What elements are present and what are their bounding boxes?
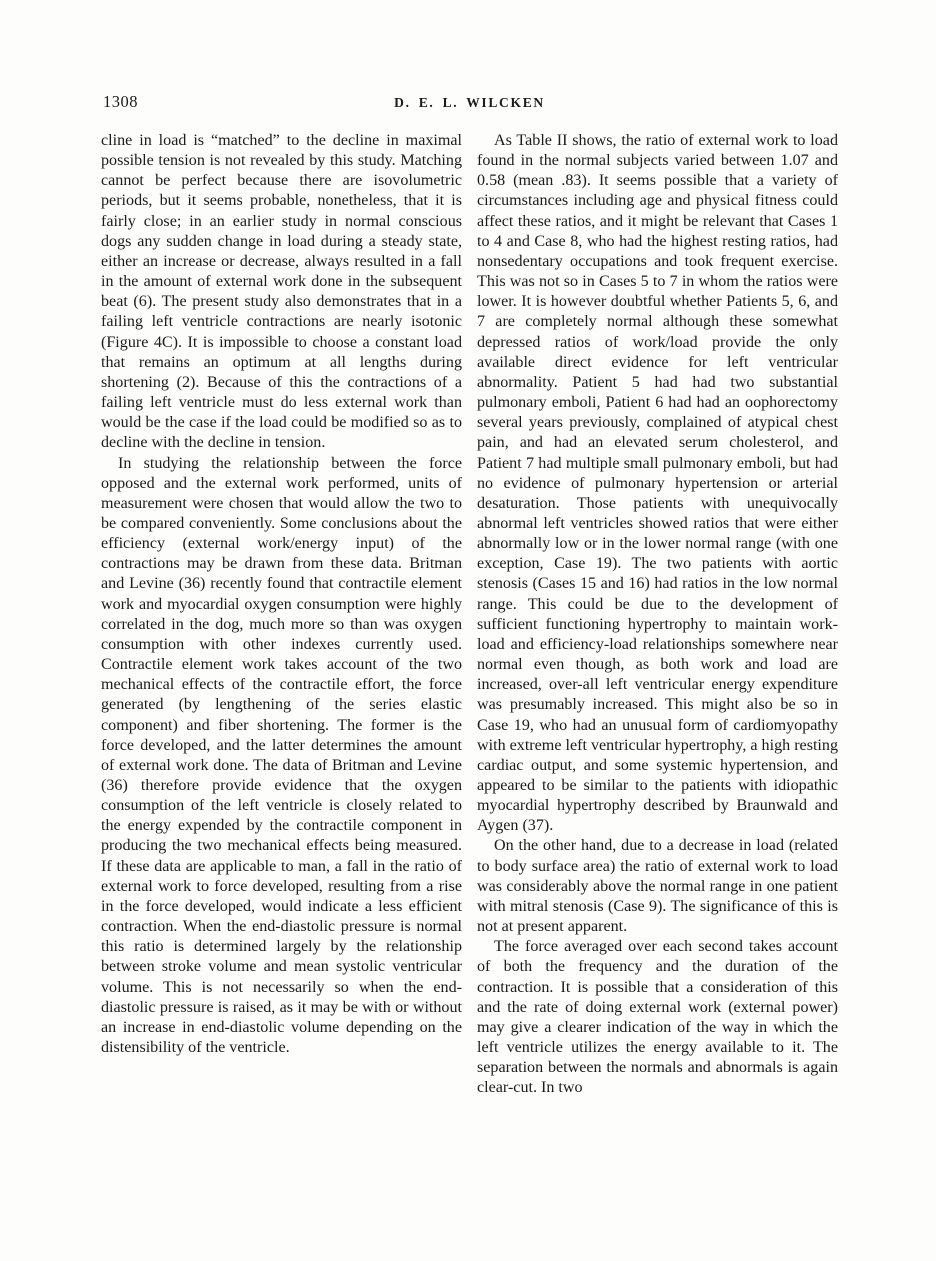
paragraph: cline in load is “matched” to the decline in maximal possible tension is not revealed by this study. Matching cannot be perfect because there are isovolumetric periods, but it seems probable, nonetheless, that it is fairly close; in an earlier study in normal conscious dogs any sudden change in load during a steady state, either an increase or decrease, always resulted in a fall in the amount of external work done in the subsequent beat (6). The present study also demonstrates that in a failing left ventricle contractions are nearly isotonic (Figure 4C). It is impossible to choose a constant load that remains an optimum at all lengths during shortening (2). Because of this the contractions of a failing left ventricle must do less external work than would be the case if the load could be modified so as to decline with the decline in tension. — [101, 132, 462, 452]
paragraph: In studying the relationship between the force opposed and the external work performed, units of measurement were chosen that would allow the two to be compared conveniently. Some conclusions about the efficiency (external work/energy input) of the contractions may be drawn from these data. Britman and Levine (36) recently found that contractile element work and myocardial oxygen consumption were highly correlated in the dog, much more so than was oxygen consumption with other indexes currently used. Contractile element work takes account of the two mechanical effects of the contractile effort, the force generated (by lengthening of the series elastic component) and fiber shortening. The former is the force developed, and the latter determines the amount of external work done. The data of Britman and Levine (36) therefore provide evidence that the oxygen consumption of the left ventricle is closely related to the energy expended by the contractile component in producing the two mechanical effects being measured. If these data are applicable to man, a fall in the ratio of external work to force developed, resulting from a rise in the force developed, would indicate a less efficient contraction. When the end-diastolic pressure is normal this ratio is determined largely by the relationship between stroke volume and mean systolic ventricular volume. This is not necessarily so when the end-diastolic pressure is raised, as it may be with or without an increase in end-diastolic volume depending on the distensibility of the ventricle. — [101, 454, 462, 1057]
page-number: 1308 — [103, 92, 138, 111]
right-column — [477, 131, 838, 1099]
paragraph: As Table II shows, the ratio of external work to load found in the normal subjects varied between 1.07 and 0.58 (mean .83). It seems possible that a variety of circumstances including age and physical fitness could affect these ratios, and it might be relevant that Cases 1 to 4 and Case 8, who had the highest resting ratios, had nonsedentary occupations and took frequent exercise. This was not so in Cases 5 to 7 in whom the ratios were lower. It is however doubtful whether Patients 5, 6, and 7 are completely normal although these somewhat depressed ratios of work/load provide the only available direct evidence for left ventricular abnormality. Patient 5 had had two substantial pulmonary emboli, Patient 6 had had an oophorectomy several years previously, complained of atypical chest pain, and had an elevated serum cholesterol, and Patient 7 had multiple small pulmonary emboli, but had no evidence of pulmonary hypertension or arterial desaturation. Those patients with unequivocally abnormal left ventricles showed ratios that were either abnormally low or in the lower normal range (with one exception, Case 19). The two patients with aortic stenosis (Cases 15 and 16) had ratios in the low normal range. This could be due to the development of sufficient functioning hypertrophy to maintain work-load and efficiency-load relationships somewhere near normal even though, as both work and load are increased, over-all left ventricular energy expenditure was presumably increased. This might also be so in Case 19, who had an unusual form of cardiomyopathy with extreme left ventricular hypertrophy, a high resting cardiac output, and some systemic hypertension, and appeared to be similar to the patients with idiopathic myocardial hypertrophy described by Braunwald and Aygen (37). — [477, 132, 838, 835]
paragraph: On the other hand, due to a decrease in load (related to body surface area) the ratio of external work to load was considerably above the normal range in one patient with mitral stenosis (Case 9). The significance of this is not at present apparent. — [477, 837, 838, 936]
text-columns — [101, 131, 838, 1099]
left-column — [101, 131, 462, 1099]
paragraph: The force averaged over each second takes account of both the frequency and the duration of the contraction. It is possible that a consideration of this and the rate of doing external work (external power) may give a clearer indication of the way in which the left ventricle utilizes the energy available to it. The separation between the normals and abnormals is again clear-cut. In two — [477, 938, 838, 1097]
running-head-author: D. E. L. WILCKEN — [394, 95, 545, 110]
